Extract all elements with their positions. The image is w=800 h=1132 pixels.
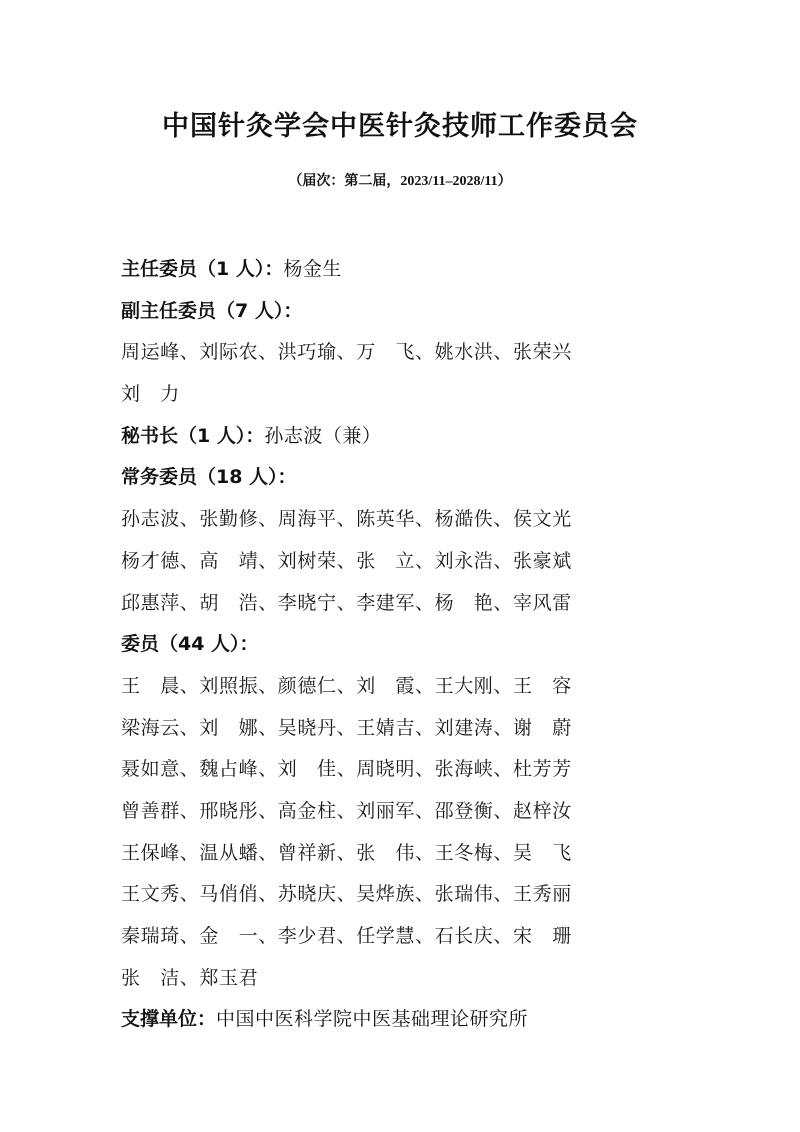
standing-members-line: 孙志波、张勤修、周海平、陈英华、杨澔佚、侯文光 (121, 508, 572, 531)
secretary-general-name: 孙志波（兼） (264, 424, 382, 447)
members-line: 张 洁、郑玉君 (121, 966, 259, 989)
members-label: 委员（44 人）： (121, 633, 259, 656)
members-line: 梁海云、刘 娜、吴晓丹、王婧吉、刘建涛、谢 蔚 (121, 716, 572, 739)
director-name: 杨金生 (283, 258, 342, 280)
members-line: 聂如意、魏占峰、刘 佳、周晓明、张海峡、杜芳芳 (121, 758, 572, 781)
support-unit-label: 支撑单位： (121, 1008, 217, 1031)
members-line: 王文秀、马俏俏、苏晓庆、吴烨族、张瑞伟、王秀丽 (121, 883, 572, 906)
vice-directors-label: 副主任委员（7 人）： (121, 299, 303, 322)
standing-members-line: 邱惠萍、胡 浩、李晓宁、李建军、杨 艳、宰风雷 (121, 591, 572, 614)
term-subtitle: （届次：第二届，2023/11–2028/11） (288, 174, 512, 189)
vice-directors-line: 刘 力 (121, 383, 180, 406)
director-row (121, 249, 681, 291)
members-line: 秦瑞琦、金 一、李少君、任学慧、石长庆、宋 珊 (121, 925, 572, 947)
page-title: 中国针灸学会中医针灸技师工作委员会 (162, 111, 638, 142)
secretary-general-row (121, 416, 681, 458)
members-line: 王 晨、刘照振、颜德仁、刘 霞、王大刚、王 容 (121, 674, 572, 697)
secretary-general-label: 秘书长（1 人）： (121, 424, 265, 447)
standing-members-label: 常务委员（18 人）： (121, 466, 297, 489)
members-line: 王保峰、温从蟠、曾祥新、张 伟、王冬梅、吴 飞 (121, 841, 572, 864)
committee-roster (121, 249, 681, 1041)
members-line: 曾善群、邢晓彤、高金柱、刘丽军、邵登衡、赵梓汝 (121, 799, 572, 822)
standing-members-line: 杨才德、高 靖、刘树荣、张 立、刘永浩、张豪斌 (121, 549, 572, 572)
vice-directors-line: 周运峰、刘际农、洪巧瑜、万 飞、姚水洪、张荣兴 (121, 341, 572, 364)
director-label: 主任委员（1 人）： (121, 258, 284, 280)
support-unit-row (121, 999, 681, 1041)
support-unit-name: 中国中医科学院中医基础理论研究所 (216, 1008, 529, 1031)
